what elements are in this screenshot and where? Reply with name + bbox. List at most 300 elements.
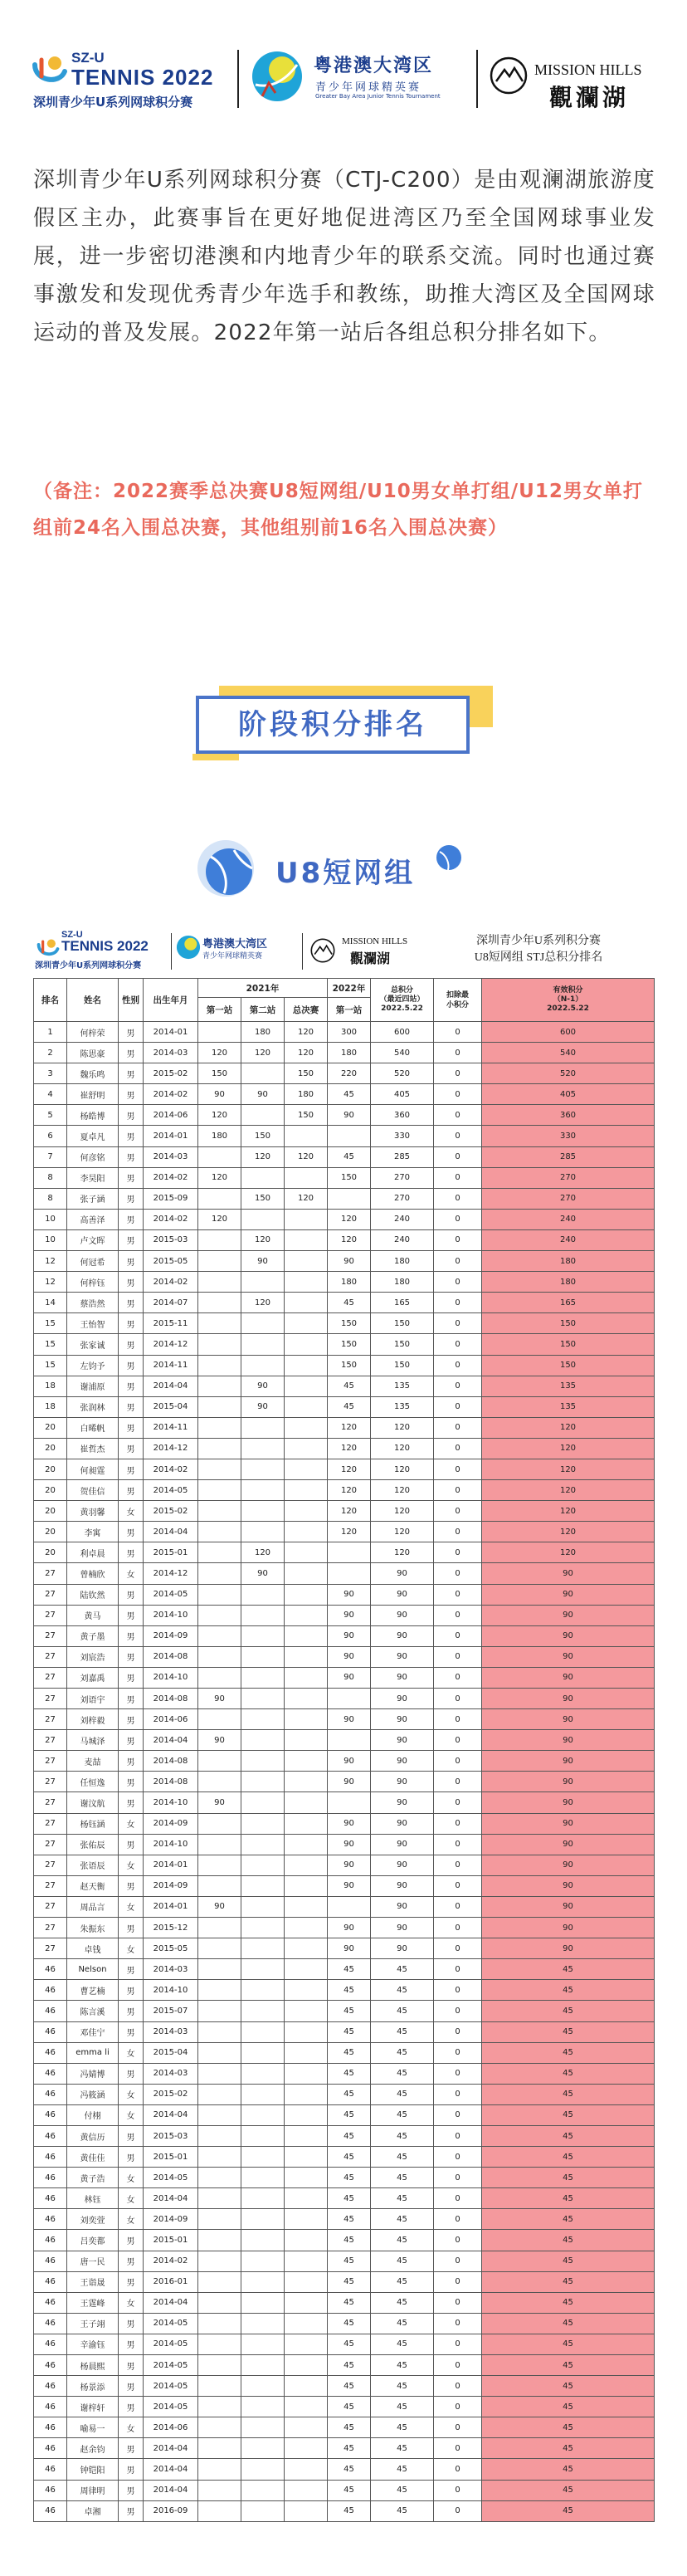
cell-s2-2021 bbox=[241, 1730, 285, 1751]
cell-final-2021 bbox=[285, 2104, 328, 2125]
cell-rank: 6 bbox=[34, 1126, 67, 1146]
cell-gender: 女 bbox=[119, 1563, 144, 1584]
cell-name: 张家诚 bbox=[67, 1334, 119, 1355]
cell-birth: 2014-09 bbox=[144, 1875, 198, 1896]
cell-deduct: 0 bbox=[434, 2292, 482, 2313]
table-row bbox=[34, 1689, 655, 1709]
cell-rank: 46 bbox=[34, 2188, 67, 2209]
cell-s2-2021 bbox=[241, 1584, 285, 1605]
cell-s1-2021: 180 bbox=[198, 1126, 241, 1146]
cell-valid: 120 bbox=[482, 1501, 655, 1522]
cell-valid: 90 bbox=[482, 1938, 655, 1959]
cell-s2-2021: 120 bbox=[241, 1229, 285, 1250]
cell-s2-2021 bbox=[241, 1875, 285, 1896]
cell-total: 120 bbox=[371, 1522, 434, 1542]
cell-name: 夏卓凡 bbox=[67, 1126, 119, 1146]
cell-final-2021 bbox=[285, 1667, 328, 1688]
cell-total: 360 bbox=[371, 1105, 434, 1126]
cell-valid: 45 bbox=[482, 1959, 655, 1980]
cell-s1-2021 bbox=[198, 1272, 241, 1293]
cell-gender: 男 bbox=[119, 1167, 144, 1188]
cell-total: 240 bbox=[371, 1229, 434, 1250]
cell-rank: 46 bbox=[34, 2021, 67, 2042]
cell-rank: 46 bbox=[34, 2292, 67, 2313]
cell-rank: 27 bbox=[34, 1689, 67, 1709]
cell-name: 杨晨熙 bbox=[67, 2355, 119, 2376]
cell-gender: 女 bbox=[119, 2209, 144, 2230]
cell-birth: 2016-09 bbox=[144, 2500, 198, 2521]
cell-s2-2021 bbox=[241, 2271, 285, 2292]
table-row bbox=[34, 1438, 655, 1459]
cell-total: 540 bbox=[371, 1043, 434, 1063]
cell-s2-2021 bbox=[241, 2147, 285, 2168]
cell-rank: 14 bbox=[34, 1293, 67, 1313]
cell-valid: 135 bbox=[482, 1396, 655, 1417]
cell-s1-2022: 90 bbox=[328, 1813, 371, 1834]
cell-rank: 20 bbox=[34, 1459, 67, 1479]
cell-final-2021 bbox=[285, 2271, 328, 2292]
cell-total: 45 bbox=[371, 2271, 434, 2292]
header-divider bbox=[237, 50, 239, 108]
cell-s1-2022: 120 bbox=[328, 1459, 371, 1479]
cell-s1-2022: 90 bbox=[328, 1855, 371, 1875]
cell-name: 辛渝钰 bbox=[67, 2334, 119, 2354]
cell-valid: 45 bbox=[482, 2021, 655, 2042]
table-row bbox=[34, 1126, 655, 1146]
cell-valid: 45 bbox=[482, 2230, 655, 2251]
cell-total: 45 bbox=[371, 2063, 434, 2084]
cell-s1-2022 bbox=[328, 1792, 371, 1813]
cell-deduct: 0 bbox=[434, 1646, 482, 1667]
cell-name: 吕奕都 bbox=[67, 2230, 119, 2251]
cell-gender: 女 bbox=[119, 1501, 144, 1522]
table-row bbox=[34, 2334, 655, 2354]
cell-deduct: 0 bbox=[434, 2021, 482, 2042]
cell-gender: 女 bbox=[119, 1855, 144, 1875]
cell-deduct: 0 bbox=[434, 1605, 482, 1625]
cell-valid: 180 bbox=[482, 1251, 655, 1272]
cell-deduct: 0 bbox=[434, 1355, 482, 1376]
cell-rank: 27 bbox=[34, 1918, 67, 1938]
cell-deduct: 0 bbox=[434, 1376, 482, 1396]
cell-valid: 330 bbox=[482, 1126, 655, 1146]
cell-gender: 男 bbox=[119, 1625, 144, 1646]
cell-valid: 45 bbox=[482, 2397, 655, 2417]
cell-total: 180 bbox=[371, 1272, 434, 1293]
cell-birth: 2014-05 bbox=[144, 2376, 198, 2397]
cell-gender: 女 bbox=[119, 2084, 144, 2104]
cell-birth: 2014-12 bbox=[144, 1563, 198, 1584]
cell-gender: 男 bbox=[119, 1355, 144, 1376]
cell-total: 45 bbox=[371, 2084, 434, 2104]
cell-name: 陈言溪 bbox=[67, 2001, 119, 2021]
table-row bbox=[34, 1355, 655, 1376]
cell-s1-2022: 120 bbox=[328, 1438, 371, 1459]
cell-valid: 90 bbox=[482, 1772, 655, 1792]
cell-name: 高善泽 bbox=[67, 1209, 119, 1229]
cell-s1-2021 bbox=[198, 1646, 241, 1667]
cell-rank: 5 bbox=[34, 1105, 67, 1126]
cell-s1-2022: 120 bbox=[328, 1229, 371, 1250]
cell-rank: 15 bbox=[34, 1355, 67, 1376]
cell-gender: 女 bbox=[119, 2417, 144, 2438]
cell-deduct: 0 bbox=[434, 1896, 482, 1917]
cell-rank: 2 bbox=[34, 1043, 67, 1063]
cell-s2-2021: 180 bbox=[241, 1022, 285, 1043]
cell-s1-2022: 45 bbox=[328, 1084, 371, 1105]
cell-deduct: 0 bbox=[434, 2168, 482, 2188]
cell-birth: 2014-10 bbox=[144, 1834, 198, 1855]
cell-deduct: 0 bbox=[434, 1980, 482, 2001]
cell-total: 120 bbox=[371, 1480, 434, 1501]
cell-name: 黄马 bbox=[67, 1605, 119, 1625]
cell-s1-2022: 45 bbox=[328, 2292, 371, 2313]
szu-tennis-logo bbox=[32, 48, 222, 115]
cell-birth: 2015-04 bbox=[144, 1396, 198, 1417]
cell-deduct: 0 bbox=[434, 2459, 482, 2480]
cell-s2-2021 bbox=[241, 2042, 285, 2063]
cell-valid: 180 bbox=[482, 1272, 655, 1293]
cell-total: 90 bbox=[371, 1938, 434, 1959]
cell-s1-2022: 45 bbox=[328, 2480, 371, 2500]
cell-birth: 2015-03 bbox=[144, 2125, 198, 2146]
cell-s2-2021 bbox=[241, 1501, 285, 1522]
cell-valid: 120 bbox=[482, 1438, 655, 1459]
cell-s1-2021 bbox=[198, 2397, 241, 2417]
cell-deduct: 0 bbox=[434, 1792, 482, 1813]
cell-total: 45 bbox=[371, 2230, 434, 2251]
cell-s1-2022: 45 bbox=[328, 2125, 371, 2146]
cell-valid: 120 bbox=[482, 1459, 655, 1479]
cell-s1-2021: 90 bbox=[198, 1792, 241, 1813]
cell-final-2021 bbox=[285, 2230, 328, 2251]
cell-name: 王子翊 bbox=[67, 2313, 119, 2334]
cell-birth: 2014-03 bbox=[144, 1146, 198, 1167]
cell-valid: 45 bbox=[482, 2438, 655, 2459]
cell-total: 90 bbox=[371, 1563, 434, 1584]
cell-s1-2021 bbox=[198, 1938, 241, 1959]
cell-final-2021: 180 bbox=[285, 1084, 328, 1105]
cell-final-2021 bbox=[285, 1689, 328, 1709]
cell-rank: 27 bbox=[34, 1646, 67, 1667]
cell-s2-2021 bbox=[241, 2021, 285, 2042]
cell-birth: 2014-04 bbox=[144, 1522, 198, 1542]
cell-valid: 45 bbox=[482, 2376, 655, 2397]
cell-birth: 2014-03 bbox=[144, 2063, 198, 2084]
cell-final-2021 bbox=[285, 1938, 328, 1959]
cell-s1-2022: 45 bbox=[328, 1980, 371, 2001]
cell-birth: 2015-01 bbox=[144, 1542, 198, 1563]
cell-final-2021 bbox=[285, 1501, 328, 1522]
cell-s1-2022: 45 bbox=[328, 2147, 371, 2168]
cell-s2-2021: 150 bbox=[241, 1126, 285, 1146]
cell-s1-2021 bbox=[198, 2417, 241, 2438]
cell-birth: 2014-09 bbox=[144, 1813, 198, 1834]
cell-s1-2021 bbox=[198, 1605, 241, 1625]
cell-final-2021 bbox=[285, 1126, 328, 1146]
cell-s1-2021 bbox=[198, 1772, 241, 1792]
cell-birth: 2014-10 bbox=[144, 1667, 198, 1688]
cell-final-2021 bbox=[285, 1605, 328, 1625]
cell-gender: 男 bbox=[119, 1667, 144, 1688]
table-row bbox=[34, 2021, 655, 2042]
cell-rank: 46 bbox=[34, 2376, 67, 2397]
cell-s1-2021 bbox=[198, 1834, 241, 1855]
cell-s2-2021 bbox=[241, 1834, 285, 1855]
col-year-2022: 2022年 bbox=[328, 979, 371, 998]
cell-total: 45 bbox=[371, 2147, 434, 2168]
cell-s1-2022: 45 bbox=[328, 2168, 371, 2188]
table-row bbox=[34, 2063, 655, 2084]
cell-deduct: 0 bbox=[434, 2397, 482, 2417]
cell-birth: 2014-02 bbox=[144, 1272, 198, 1293]
cell-s1-2021 bbox=[198, 1251, 241, 1272]
cell-s1-2022: 45 bbox=[328, 2313, 371, 2334]
cell-birth: 2014-12 bbox=[144, 1438, 198, 1459]
cell-gender: 男 bbox=[119, 1689, 144, 1709]
cell-final-2021 bbox=[285, 1251, 328, 1272]
table-title: 深圳青少年U系列积分赛 U8短网组 STJ总积分排名 bbox=[474, 935, 603, 964]
cell-s2-2021 bbox=[241, 2063, 285, 2084]
cell-name: 刘嘉禹 bbox=[67, 1667, 119, 1688]
cell-valid: 45 bbox=[482, 1980, 655, 2001]
logo2-title: 粤港澳大湾区 bbox=[314, 56, 434, 76]
cell-s1-2021 bbox=[198, 2188, 241, 2209]
cell-birth: 2014-02 bbox=[144, 1084, 198, 1105]
cell-gender: 男 bbox=[119, 2438, 144, 2459]
cell-valid: 150 bbox=[482, 1313, 655, 1334]
cell-gender: 男 bbox=[119, 1584, 144, 1605]
cell-rank: 27 bbox=[34, 1834, 67, 1855]
cell-final-2021 bbox=[285, 1584, 328, 1605]
cell-birth: 2014-05 bbox=[144, 1584, 198, 1605]
cell-valid: 90 bbox=[482, 1875, 655, 1896]
cell-s1-2021: 90 bbox=[198, 1730, 241, 1751]
cell-s2-2021 bbox=[241, 2168, 285, 2188]
cell-total: 90 bbox=[371, 1772, 434, 1792]
table-row bbox=[34, 1792, 655, 1813]
cell-final-2021 bbox=[285, 1480, 328, 1501]
cell-name: 贺佳信 bbox=[67, 1480, 119, 1501]
cell-s2-2021 bbox=[241, 2334, 285, 2354]
cell-s2-2021 bbox=[241, 1918, 285, 1938]
cell-valid: 45 bbox=[482, 2417, 655, 2438]
cell-deduct: 0 bbox=[434, 1522, 482, 1542]
cell-s1-2022: 90 bbox=[328, 1834, 371, 1855]
table-row bbox=[34, 2376, 655, 2397]
cell-total: 270 bbox=[371, 1167, 434, 1188]
cell-total: 90 bbox=[371, 1813, 434, 1834]
cell-gender: 男 bbox=[119, 2271, 144, 2292]
cell-valid: 45 bbox=[482, 2500, 655, 2521]
cell-s1-2022: 90 bbox=[328, 1772, 371, 1792]
cell-final-2021 bbox=[285, 1272, 328, 1293]
cell-final-2021 bbox=[285, 1709, 328, 1730]
cell-final-2021 bbox=[285, 1730, 328, 1751]
cell-final-2021 bbox=[285, 1834, 328, 1855]
cell-total: 45 bbox=[371, 2397, 434, 2417]
cell-gender: 男 bbox=[119, 1417, 144, 1438]
cell-gender: 男 bbox=[119, 1875, 144, 1896]
cell-s1-2022 bbox=[328, 1188, 371, 1209]
cell-final-2021 bbox=[285, 2063, 328, 2084]
cell-rank: 46 bbox=[34, 2500, 67, 2521]
cell-birth: 2014-11 bbox=[144, 1417, 198, 1438]
cell-valid: 150 bbox=[482, 1334, 655, 1355]
cell-s1-2022: 45 bbox=[328, 2355, 371, 2376]
cell-rank: 46 bbox=[34, 1980, 67, 2001]
table-row bbox=[34, 1376, 655, 1396]
cell-birth: 2015-02 bbox=[144, 1501, 198, 1522]
table-row bbox=[34, 2042, 655, 2063]
cell-deduct: 0 bbox=[434, 1667, 482, 1688]
cell-rank: 27 bbox=[34, 1792, 67, 1813]
header bbox=[0, 0, 687, 125]
cell-name: 邓佳宁 bbox=[67, 2021, 119, 2042]
table-row bbox=[34, 1501, 655, 1522]
cell-s1-2022: 45 bbox=[328, 2042, 371, 2063]
cell-s2-2021 bbox=[241, 2355, 285, 2376]
cell-s1-2021 bbox=[198, 2125, 241, 2146]
cell-name: 唐一民 bbox=[67, 2251, 119, 2271]
table-row bbox=[34, 1293, 655, 1313]
cell-deduct: 0 bbox=[434, 2334, 482, 2354]
table-row bbox=[34, 2313, 655, 2334]
cell-name: 陈思豪 bbox=[67, 1043, 119, 1063]
cell-total: 120 bbox=[371, 1459, 434, 1479]
cell-final-2021 bbox=[285, 1229, 328, 1250]
cell-birth: 2014-02 bbox=[144, 2251, 198, 2271]
cell-valid: 540 bbox=[482, 1043, 655, 1063]
cell-rank: 27 bbox=[34, 1605, 67, 1625]
cell-gender: 男 bbox=[119, 1209, 144, 1229]
cell-valid: 90 bbox=[482, 1563, 655, 1584]
cell-final-2021 bbox=[285, 1855, 328, 1875]
cell-gender: 男 bbox=[119, 2459, 144, 2480]
cell-valid: 45 bbox=[482, 2334, 655, 2354]
cell-final-2021: 150 bbox=[285, 1063, 328, 1084]
table-row bbox=[34, 1251, 655, 1272]
cell-total: 90 bbox=[371, 1792, 434, 1813]
cell-birth: 2014-05 bbox=[144, 2334, 198, 2354]
cell-rank: 12 bbox=[34, 1251, 67, 1272]
cell-deduct: 0 bbox=[434, 1459, 482, 1479]
cell-final-2021 bbox=[285, 2313, 328, 2334]
cell-s1-2022: 180 bbox=[328, 1272, 371, 1293]
cell-s2-2021 bbox=[241, 2125, 285, 2146]
cell-s1-2021 bbox=[198, 1563, 241, 1584]
cell-name: 刘语宇 bbox=[67, 1689, 119, 1709]
cell-valid: 600 bbox=[482, 1022, 655, 1043]
cell-birth: 2014-09 bbox=[144, 2209, 198, 2230]
cell-final-2021 bbox=[285, 1772, 328, 1792]
cell-s1-2022: 45 bbox=[328, 1293, 371, 1313]
table-row bbox=[34, 1605, 655, 1625]
cell-final-2021 bbox=[285, 2147, 328, 2168]
cell-s2-2021 bbox=[241, 2001, 285, 2021]
cell-birth: 2014-05 bbox=[144, 2355, 198, 2376]
table-row bbox=[34, 2480, 655, 2500]
cell-gender: 男 bbox=[119, 1959, 144, 1980]
cell-rank: 46 bbox=[34, 2417, 67, 2438]
cell-final-2021: 120 bbox=[285, 1043, 328, 1063]
col-name: 姓名 bbox=[67, 979, 119, 1022]
cell-gender: 男 bbox=[119, 1542, 144, 1563]
cell-s1-2021: 150 bbox=[198, 1063, 241, 1084]
cell-birth: 2015-07 bbox=[144, 2001, 198, 2021]
cell-deduct: 0 bbox=[434, 1334, 482, 1355]
table-row bbox=[34, 2125, 655, 2146]
cell-s1-2021: 120 bbox=[198, 1167, 241, 1188]
cell-name: 喻易一 bbox=[67, 2417, 119, 2438]
cell-gender: 男 bbox=[119, 1438, 144, 1459]
cell-s1-2021 bbox=[198, 2292, 241, 2313]
cell-birth: 2014-05 bbox=[144, 1480, 198, 1501]
cell-valid: 120 bbox=[482, 1417, 655, 1438]
table-row bbox=[34, 2168, 655, 2188]
cell-rank: 46 bbox=[34, 2168, 67, 2188]
cell-deduct: 0 bbox=[434, 1251, 482, 1272]
table-row bbox=[34, 1813, 655, 1834]
cell-s1-2021: 90 bbox=[198, 1689, 241, 1709]
cell-s1-2021 bbox=[198, 1875, 241, 1896]
cell-deduct: 0 bbox=[434, 1584, 482, 1605]
cell-valid: 45 bbox=[482, 2313, 655, 2334]
cell-birth: 2015-02 bbox=[144, 2084, 198, 2104]
cell-s2-2021 bbox=[241, 1792, 285, 1813]
cell-final-2021 bbox=[285, 2292, 328, 2313]
cell-s1-2022: 90 bbox=[328, 1646, 371, 1667]
cell-s1-2022: 90 bbox=[328, 1251, 371, 1272]
cell-name: 王怡智 bbox=[67, 1313, 119, 1334]
cell-rank: 20 bbox=[34, 1438, 67, 1459]
cell-s2-2021 bbox=[241, 1855, 285, 1875]
cell-birth: 2014-07 bbox=[144, 1293, 198, 1313]
table-row bbox=[34, 1396, 655, 1417]
cell-valid: 45 bbox=[482, 2104, 655, 2125]
cell-s1-2022 bbox=[328, 1563, 371, 1584]
cell-deduct: 0 bbox=[434, 1146, 482, 1167]
cell-s2-2021 bbox=[241, 2104, 285, 2125]
cell-final-2021 bbox=[285, 2168, 328, 2188]
cell-deduct: 0 bbox=[434, 2271, 482, 2292]
cell-s2-2021 bbox=[241, 2313, 285, 2334]
cell-s2-2021 bbox=[241, 2209, 285, 2230]
cell-gender: 男 bbox=[119, 1480, 144, 1501]
logo3-chinese: 觀瀾湖 bbox=[549, 84, 630, 111]
cell-s2-2021: 90 bbox=[241, 1563, 285, 1584]
cell-gender: 男 bbox=[119, 1709, 144, 1730]
cell-s2-2021: 120 bbox=[241, 1043, 285, 1063]
cell-name: 何梓荣 bbox=[67, 1022, 119, 1043]
cell-birth: 2014-08 bbox=[144, 1689, 198, 1709]
cell-s1-2022: 120 bbox=[328, 1417, 371, 1438]
cell-s1-2021 bbox=[198, 1313, 241, 1334]
cell-final-2021 bbox=[285, 1813, 328, 1834]
cell-s1-2022: 90 bbox=[328, 1605, 371, 1625]
cell-gender: 女 bbox=[119, 2188, 144, 2209]
cell-name: 黄子墨 bbox=[67, 1625, 119, 1646]
cell-gender: 男 bbox=[119, 1313, 144, 1334]
cell-name: 任恒逸 bbox=[67, 1772, 119, 1792]
cell-s1-2022: 45 bbox=[328, 2500, 371, 2521]
cell-final-2021 bbox=[285, 2125, 328, 2146]
cell-gender: 男 bbox=[119, 2480, 144, 2500]
cell-s1-2021 bbox=[198, 1751, 241, 1772]
cell-total: 90 bbox=[371, 1730, 434, 1751]
cell-s1-2022: 45 bbox=[328, 2459, 371, 2480]
cell-valid: 240 bbox=[482, 1229, 655, 1250]
